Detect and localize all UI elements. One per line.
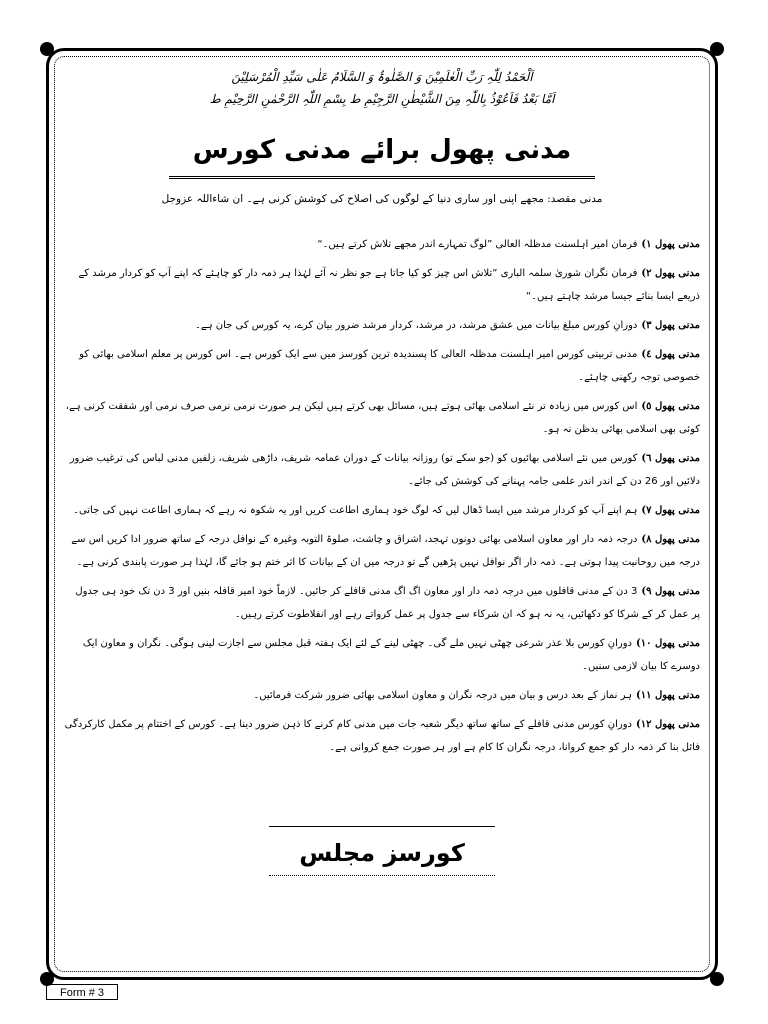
point-label: مدنی پھول ٣)	[641, 320, 700, 331]
point-text: فرمان نگران شوریٰ سلمہ الباری ”تلاش اس چیز کو کیا جاتا ہے جو نظر نہ آئے لہٰذا ہر ذمہ دار کو چاہئے کہ اپنے آپ کو کردار مرشد کے ذریعے ایسا بنائے جیسا مرشد چاہتے ہیں۔“	[78, 268, 700, 302]
point-label: مدنی پھول ٦)	[641, 453, 700, 464]
point-label: مدنی پھول ١١)	[636, 690, 700, 701]
title-wrapper	[64, 130, 700, 179]
point-label: مدنی پھول ٥)	[641, 401, 700, 412]
document-body	[64, 66, 700, 966]
corner-dot-top-right	[710, 42, 724, 56]
form-number-label: Form # 3	[46, 984, 118, 1000]
point-text: ہر نماز کے بعد درس و بیان میں درجہ نگران و معاون اسلامی بھائی ضرور شرکت فرمائیں۔	[253, 690, 632, 701]
point-text: مدنی تربیتی کورس امیر اہلسنت مدظلہ العالی کا پسندیدہ ترین کورسز میں سے ایک کورس ہے۔ اس کورس پر معلم اسلامی بھائی کو خصوصی توجہ رکھنی چاہئے۔	[79, 349, 700, 383]
point-item	[64, 262, 700, 308]
point-label: مدنی پھول ١٠)	[636, 638, 700, 649]
point-item	[64, 580, 700, 626]
point-item	[64, 684, 700, 707]
madani-purpose: مدنی مقصد: مجھے اپنی اور ساری دنیا کے لوگوں کی اصلاح کی کوشش کرنی ہے۔ ان شاءاللہ عزوجل	[161, 193, 603, 205]
point-item	[64, 395, 700, 441]
point-label: مدنی پھول ٧)	[641, 505, 700, 516]
point-item	[64, 499, 700, 522]
document-title: مدنی پھول برائے مدنی کورس	[169, 130, 595, 179]
points-list	[64, 233, 700, 759]
point-item	[64, 314, 700, 337]
point-item	[64, 447, 700, 493]
footer-wrapper	[64, 826, 700, 876]
point-item	[64, 233, 700, 256]
point-item	[64, 632, 700, 678]
point-text: کورس میں نئے اسلامی بھائیوں کو (جو سکے تو) روزانہ بیانات کے دوران عمامہ شریف، داڑھی شریف، زلفیں مدنی لباس کی ترغیب ضرور دلائیں اور 26 دن کے اندر اندر علمی جامہ پہنانے کی کوشش کی جائے۔	[69, 453, 700, 487]
point-label: مدنی پھول ٨)	[641, 534, 700, 545]
point-text: 3 دن کے مدنی قافلوں میں درجہ ذمہ دار اور معاون اگ اگ مدنی قافلے کر جائیں۔ لازماً خود امیر قافلہ بنیں اور 3 دن تک خود ہی جدول پر عمل کر کے شرکا کو دکھائیں، یہ نہ ہو کہ ان شرکاء سے جدول پر عمل کرواتے رہے اور انفلاطوت کرتے رہیں۔	[75, 586, 700, 620]
point-item	[64, 713, 700, 759]
point-text: درجہ ذمہ دار اور معاون اسلامی بھائی دونوں تہجد، اشراق و چاشت، صلوۃ التوبہ وغیرہ کے نوافل درجہ کے ساتھ ضرور ادا کریں اس سے درجہ میں روحانیت پیدا ہوتی ہے۔ ذمہ دار اگر نوافل نہیں پڑھیں گے تو درجہ میں ان کے بیانات کا اثر ختم ہو جائے گا، لہٰذا ہر صورت پابندی کرنی ہے۔	[71, 534, 700, 568]
point-label: مدنی پھول ١٢)	[636, 719, 700, 730]
point-label: مدنی پھول ٢)	[641, 268, 700, 279]
point-text: اس کورس میں زیادہ تر نئے اسلامی بھائی ہوتے ہیں، مسائل بھی کرتے ہیں لیکن ہر صورت نرمی نرمی صرف نرمی اور شفقت کرنی ہے، کوئی بھی اسلامی بھائی بدظن نہ ہو۔	[65, 401, 700, 435]
footer-title: کورسز مجلس	[299, 839, 465, 867]
point-text: دورانِ کورس بلا عذر شرعی چھٹی نہیں ملے گی۔ چھٹی لینے کے لئے ایک ہفتہ قبل مجلس سے اجازت لینی ہوگی۔ نگران و معاون ایک دوسرے کا بیان لازمی سنیں۔	[82, 638, 700, 672]
footer-box	[269, 826, 495, 876]
point-label: مدنی پھول ٩)	[641, 586, 700, 597]
point-text: دورانِ کورس مبلغ بیانات میں عشق مرشد، در مرشد، کردار مرشد ضرور بیان کرے، یہ کورس کی جان ہے۔	[194, 320, 638, 331]
corner-dot-top-left	[40, 42, 54, 56]
arabic-invocation-line-2: اَمَّا بَعْدُ فَاَعُوْذُ بِاللّٰہِ مِنَ الشَّیْطٰنِ الرَّجِیْمِ ط بِسْمِ اللّٰہِ الرَّحْمٰنِ الرَّحِیْمِ ط	[209, 92, 555, 106]
arabic-invocation-line-1: اَلْحَمْدُ لِلّٰہِ رَبِّ الْعٰلَمِیْنَ وَ الصَّلٰوۃُ وَ السَّلَامُ عَلٰی سَیِّدِ الْمُرْسَلِیْنَ	[231, 70, 533, 84]
point-text: دورانِ کورس مدنی قافلے کے ساتھ ساتھ دیگر شعبہ جات میں مدنی کام کرنے کا ذہن ضرور دینا ہے۔ کورس کے اختتام پر مکمل کارکردگی فائل بنا کر ذمہ دار کو جمع کروانا، درجہ نگران کا کام ہے اور ہر صورت جمع کروانی ہے۔	[64, 719, 700, 753]
point-item	[64, 343, 700, 389]
corner-dot-bottom-right	[710, 972, 724, 986]
point-label: مدنی پھول ٤)	[641, 349, 700, 360]
point-label: مدنی پھول ١)	[641, 239, 700, 250]
point-text: ہم اپنے آپ کو کردار مرشد میں ایسا ڈھال لیں کہ لوگ خود ہماری اطاعت کریں اور یہ شکوہ نہ رہے کہ ہماری اطاعت نہیں کی جاتی۔	[73, 505, 638, 516]
point-text: فرمان امیر اہلسنت مدظلہ العالی ”لوگ تمہارے اندر مجھے تلاش کرتے ہیں۔“	[317, 239, 638, 250]
point-item	[64, 528, 700, 574]
